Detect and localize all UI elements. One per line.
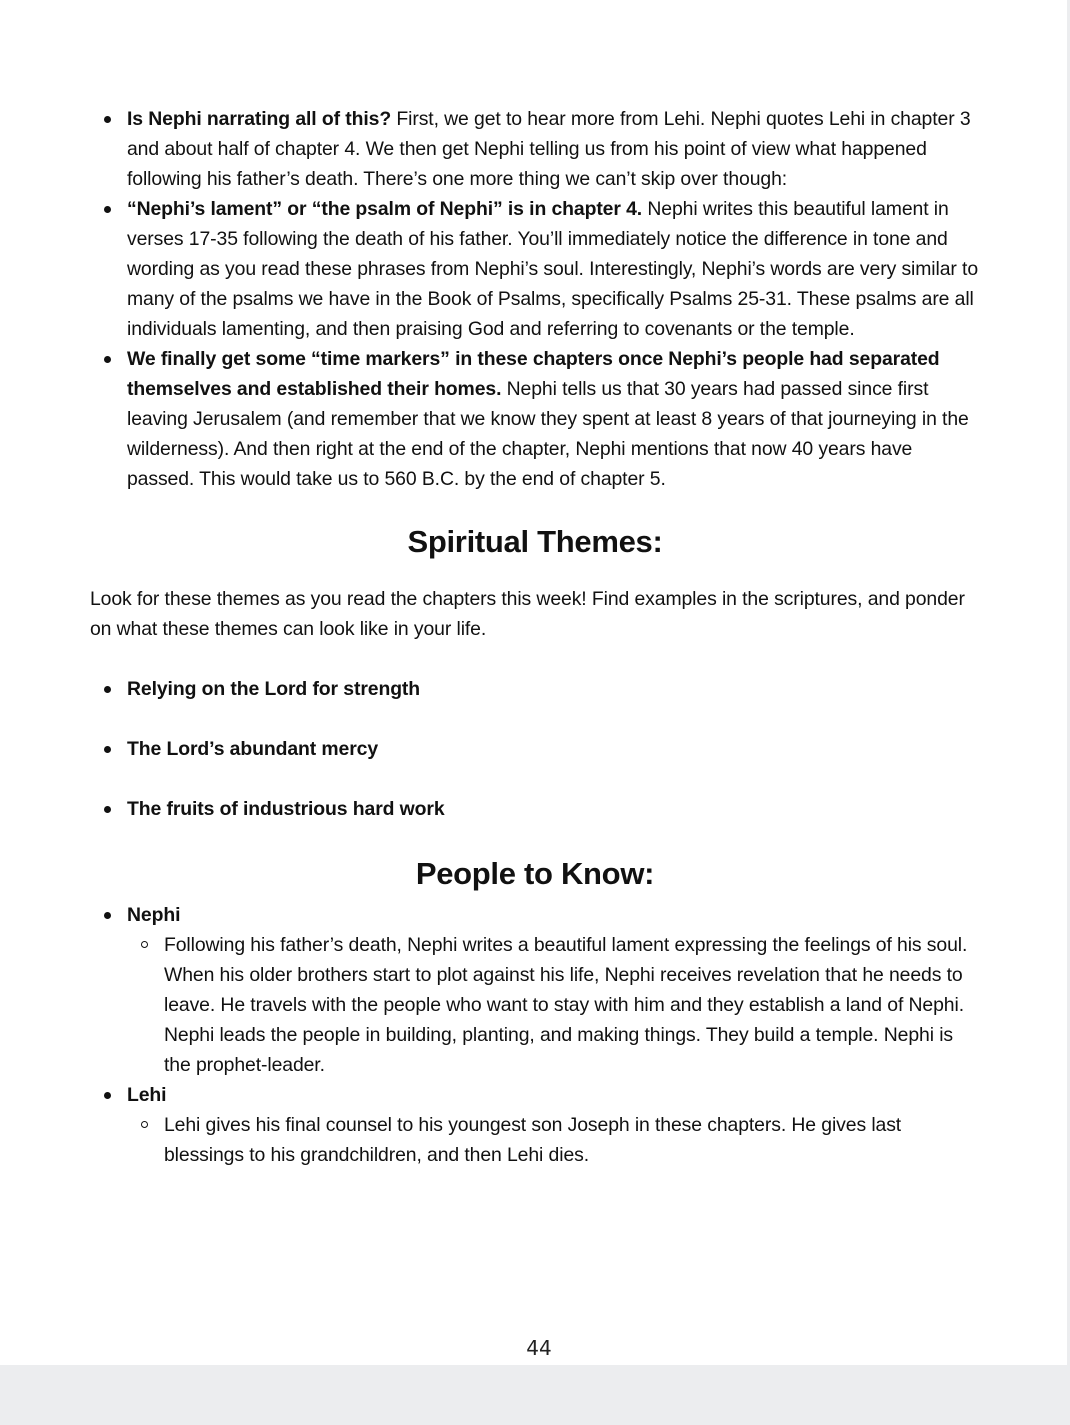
- people-to-know-heading: People to Know:: [415, 856, 655, 891]
- intro-bullet-list: [90, 104, 980, 494]
- bullet-bold-lead: “Nephi’s lament” or “the psalm of Nephi” is in chapter 4.: [127, 198, 643, 220]
- bullet-bold-lead: Is Nephi narrating all of this?: [127, 108, 392, 130]
- bullet-text: Nephi writes this beautiful lament in verses 17-35 following the death of his father. You’ll immediately notice the difference in tone and wording as you read these phrases from Nephi’s soul. Interestingly, Nephi’s words are very similar to many of the psalms we have in the Book of Psalms, specifically Psalms 25-31. These psalms are all individuals lamenting, and then praising God and referring to covenants or the temple.: [127, 198, 979, 340]
- person-details-list: [127, 1110, 980, 1170]
- theme-item: Relying on the Lord for strength: [90, 674, 980, 704]
- bullet-text: Nephi tells us that 30 years had passed since first leaving Jerusalem (and remember that we know they spent at least 8 years of that journeying in the wilderness). And then right at the end of the chapter, Nephi mentions that now 40 years have passed. This would take us to 560 B.C. by the end of chapter 5.: [127, 378, 969, 490]
- list-item: [90, 344, 980, 494]
- spiritual-themes-intro: Look for these themes as you read the chapters this week! Find examples in the scriptures, and ponder on what these themes can look like in your life.: [90, 588, 965, 640]
- person-name: Lehi: [127, 1084, 167, 1106]
- page-content: [90, 104, 980, 1170]
- person-detail: Lehi gives his final counsel to his youngest son Joseph in these chapters. He gives last blessings to his grandchildren, and then Lehi dies.: [127, 1110, 980, 1170]
- bullet-text: First, we get to hear more from Lehi. Nephi quotes Lehi in chapter 3 and about half of chapter 4. We then get Nephi telling us from his point of view what happened following his father’s death. There’s one more thing we can’t skip over though:: [127, 108, 971, 190]
- list-item: [90, 104, 980, 194]
- person-details-list: [127, 930, 980, 1080]
- people-list: [90, 900, 980, 1170]
- person-detail: Following his father’s death, Nephi writes a beautiful lament expressing the feelings of his soul. When his older brothers start to plot against his life, Nephi receives revelation that he needs to leave. He travels with the people who want to stay with him and they establish a land of Nephi. Nephi leads the people in building, planting, and making things. They build a temple. Nephi is the prophet-leader.: [127, 930, 980, 1080]
- spiritual-themes-heading: Spiritual Themes:: [407, 524, 663, 559]
- bullet-bold-lead: We finally get some “time markers” in these chapters once Nephi’s people had separated themselves and established their homes.: [127, 348, 940, 400]
- person-name: Nephi: [127, 904, 181, 926]
- list-item: [90, 194, 980, 344]
- themes-list: [90, 674, 980, 824]
- person-item: [90, 900, 980, 1080]
- theme-item: The Lord’s abundant mercy: [90, 734, 980, 764]
- page-number: 44: [526, 1336, 552, 1360]
- theme-item: The fruits of industrious hard work: [90, 794, 980, 824]
- person-item: [90, 1080, 980, 1170]
